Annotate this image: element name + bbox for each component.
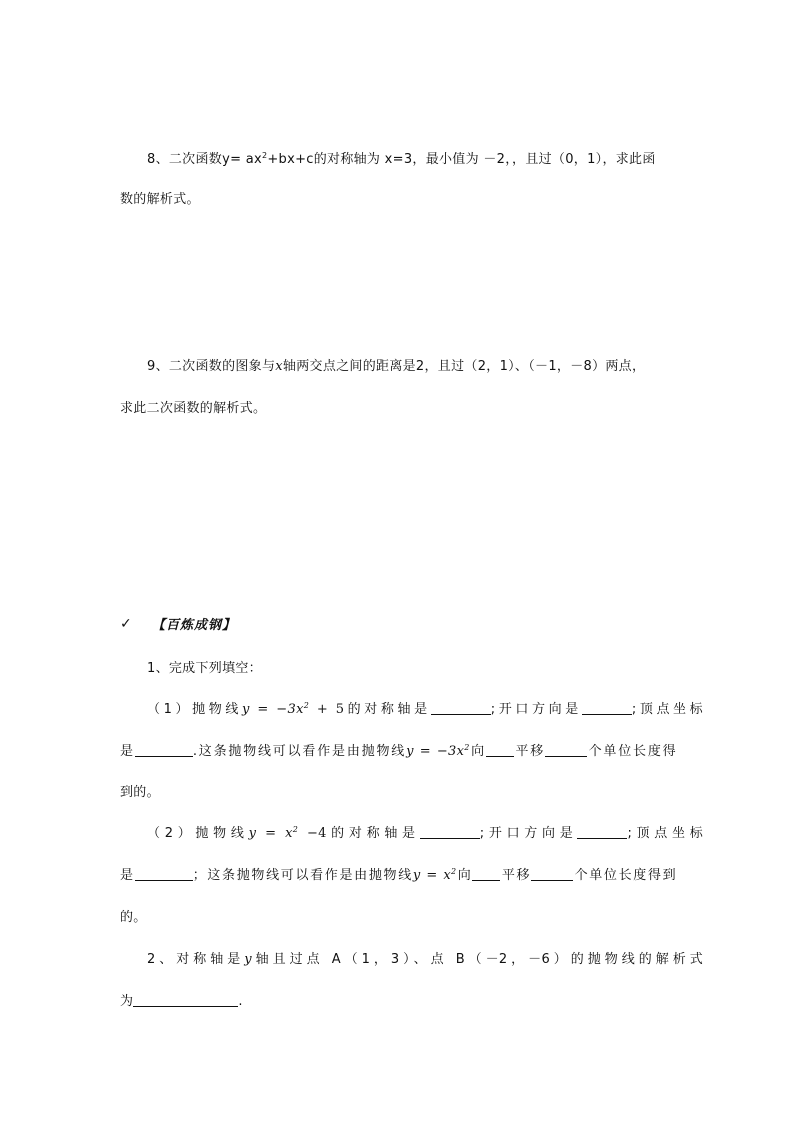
problem-1-part-1-line-3: 到的。 [120,785,160,800]
answer-blank[interactable] [133,993,238,1007]
equation: $y = x^2$ [412,867,457,883]
answer-blank[interactable] [577,825,627,839]
problem-1-part-1-line-1: （1）抛物线$y = -3x^2 + 5$的对称轴是 ;开口方向是 ;顶点坐标 [147,701,703,717]
problem-2-line-2: 为 . [120,994,243,1009]
question-9-line-2: 求此二次函数的解析式。 [120,401,267,416]
question-9-line-1: 9、二次函数的图象与x轴两交点之间的距离是2，且过（2，1）、（－1，－8）两点， [147,359,646,374]
answer-blank[interactable] [582,701,632,715]
answer-blank[interactable] [135,743,193,757]
problem-1-intro: 1、完成下列填空： [147,661,262,676]
problem-1-part-2-line-1: （2）抛物线$y = x^2 -4$的对称轴是 ;开口方向是 ;顶点坐标 [147,825,703,841]
equation: $y = x^2 -4$ [248,825,327,841]
problem-1-part-2-line-2: 是 ；这条抛物线可以看作是由抛物线$y = x^2$向 平移 个单位长度得到 [120,867,676,883]
answer-blank[interactable] [531,867,573,881]
answer-blank[interactable] [486,743,514,757]
answer-blank[interactable] [545,743,587,757]
answer-blank[interactable] [420,825,480,839]
answer-blank[interactable] [135,867,193,881]
section-title: 【百炼成钢】 [152,618,237,633]
answer-blank[interactable] [472,867,500,881]
problem-1-part-1-line-2: 是 .这条抛物线可以看作是由抛物线$y = -3x^2$向 平移 个单位长度得 [120,743,676,759]
answer-blank[interactable] [431,701,491,715]
question-8-line-2: 数的解析式。 [120,192,200,207]
equation: $y = -3x^2 + 5$ [241,701,345,717]
checkmark-icon: ✓ [120,616,132,632]
problem-1-part-2-line-3: 的。 [120,910,147,925]
equation: $y = -3x^2$ [406,743,470,759]
question-8-line-1: 8、二次函数$y= ax^2+bx+c$的对称轴为 x=3，最小值为 －2，，且过（0，1），求此函 [147,151,656,167]
problem-2-line-1: 2、对称轴是y轴且过点 A（1，3）、点 B（－2，－6）的抛物线的解析式 [147,952,703,967]
